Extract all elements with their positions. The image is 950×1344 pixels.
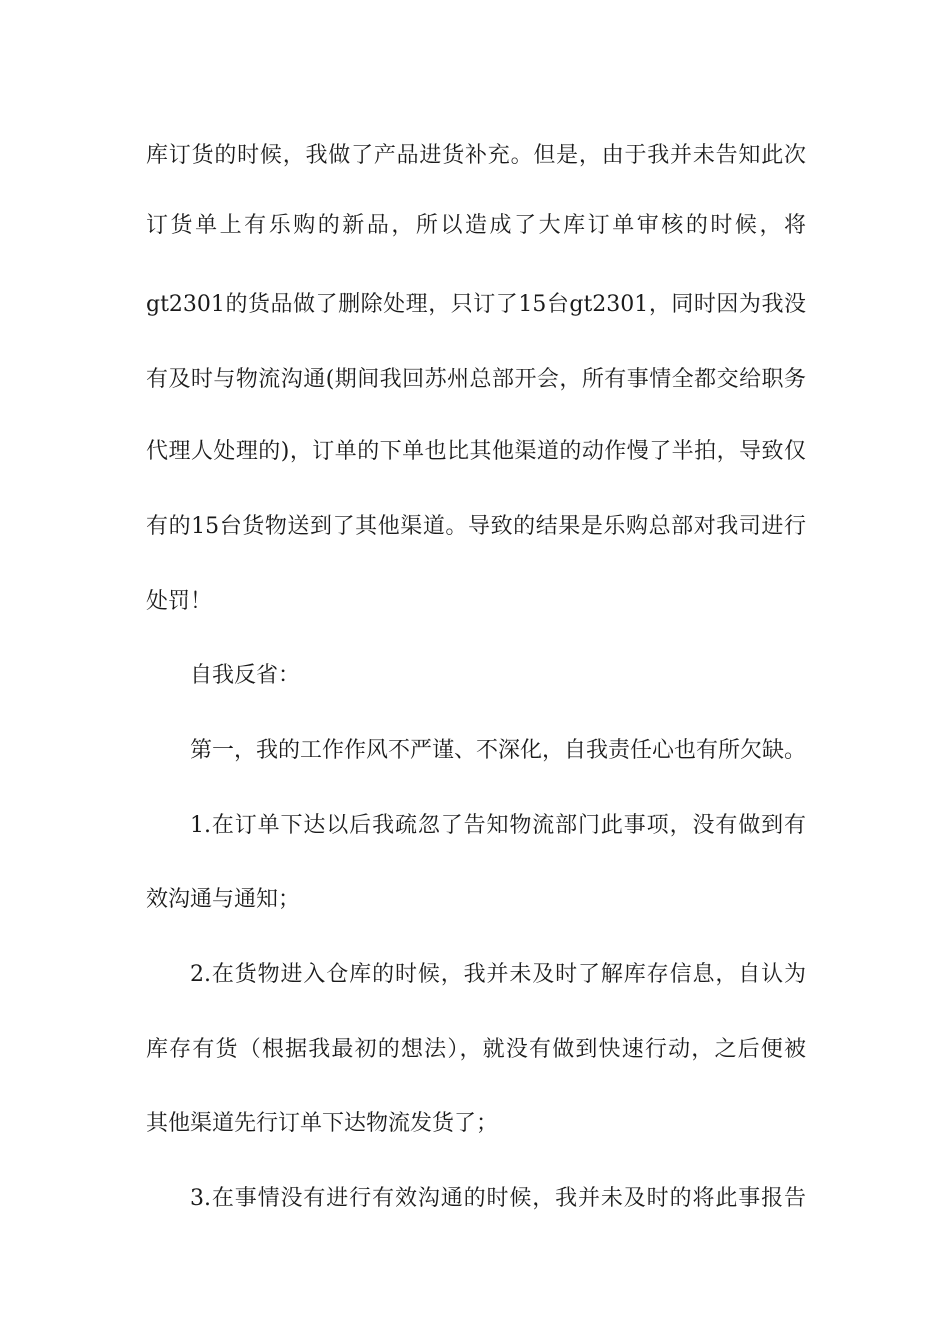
text-line: 库订货的时候，我做了产品进货补充。但是，由于我并未告知此次 [146, 143, 806, 168]
text-line: 其他渠道先行订单下达物流发货了； [146, 1111, 499, 1136]
text-line: gt2301的货品做了删除处理，只订了15台gt2301，同时因为我没 [146, 292, 806, 317]
text-line: 代理人处理的)，订单的下单也比其他渠道的动作慢了半拍，导致仅 [146, 439, 806, 464]
list-item-2: 2.在货物进入仓库的时候，我并未及时了解库存信息，自认为 [190, 962, 806, 987]
text-line: 效沟通与通知； [146, 887, 301, 912]
section-heading: 自我反省： [190, 663, 301, 688]
list-item-3: 3.在事情没有进行有效沟通的时候，我并未及时的将此事报告 [190, 1186, 806, 1211]
text-line: 处罚！ [146, 589, 213, 614]
text-line: 有及时与物流沟通(期间我回苏州总部开会，所有事情全都交给职务 [146, 367, 806, 392]
list-item-1: 1.在订单下达以后我疏忽了告知物流部门此事项，没有做到有 [190, 813, 806, 838]
text-line: 库存有货（根据我最初的想法），就没有做到快速行动，之后便被 [146, 1037, 806, 1062]
text-line: 有的15台货物送到了其他渠道。导致的结果是乐购总部对我司进行 [146, 514, 806, 539]
text-line: 第一，我的工作作风不严谨、不深化，自我责任心也有所欠缺。 [190, 738, 806, 763]
text-line: 订货单上有乐购的新品，所以造成了大库订单审核的时候，将 [146, 213, 806, 238]
